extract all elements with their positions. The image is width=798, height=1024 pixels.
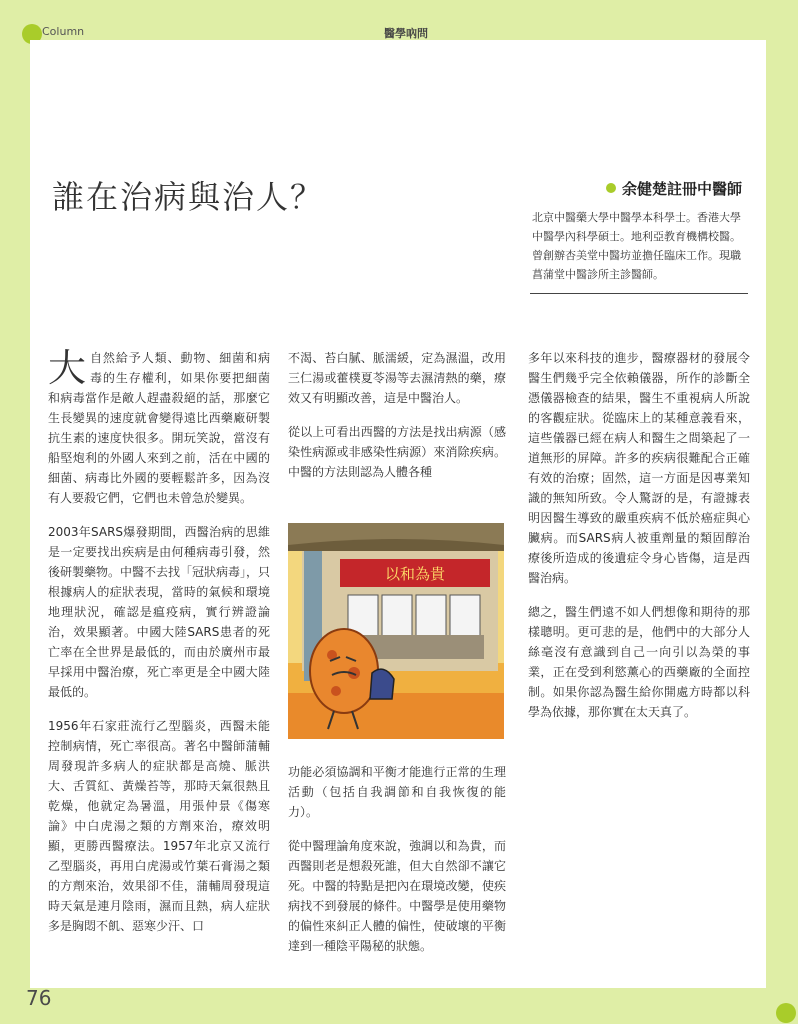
column-label: Column (42, 25, 85, 38)
column-2-bottom (288, 762, 506, 970)
section-label: 醫學吶問 (384, 27, 428, 40)
paragraph-text: 自然給予人類、動物、細菌和病毒的生存權利，如果你要把細菌和病毒當作是敵人趕盡殺絕的話，那麼它生長變異的速度就會變得遠比西藥廠研製抗生素的速度快很多。開玩笑說，當沒有船堅炮利的外國人來到之前，活在中國的細菌、病毒比外國的要輕鬆許多，因為沒有人要殺它們，它們也未曾急於變異。 (48, 351, 270, 505)
article-illustration (288, 523, 504, 739)
bio-divider (530, 293, 748, 294)
decor-dot (776, 1003, 796, 1023)
author-name: 余健楚註冊中醫師 (622, 180, 743, 198)
paragraph: 不渴、苔白膩、脈濡緩，定為濕溫，改用三仁湯或藿樸夏苓湯等去濕清熱的藥，療效又有明顯改善，這是中醫治人。 (288, 351, 506, 405)
paragraph: 從以上可看出西醫的方法是找出病源（感染性病源或非感染性病源）來消除疾病。中醫的方法則認為人體各種 (288, 425, 506, 479)
column-3 (528, 348, 750, 736)
article-title: 誰在治病與治人？ (52, 178, 325, 216)
sign-text: 以和為貴 (384, 565, 446, 583)
drop-cap: 大 (48, 346, 87, 390)
author-bio: 北京中醫藥大學中醫學本科學士。香港大學中醫學內科學碩士。地利亞教育機構校醫。曾創辦杏美堂中醫坊並擔任臨床工作。現職菖蒲堂中醫診所主診醫師。 (532, 211, 741, 281)
paragraph: 從中醫理論角度來說，強調以和為貴，而西醫則老是想殺死誰，但大自然卻不讓它死。中醫的特點是把內在環境改變，使疾病找不到發展的條件。中醫學是使用藥物的偏性來糾正人體的偏性，使破壞的平衡達到一種陰平陽秘的狀態。 (288, 839, 506, 953)
author-bullet-icon (606, 183, 616, 193)
paragraph: 功能必須協調和平衡才能進行正常的生理活動（包括自我調節和自我恢復的能力）。 (288, 765, 506, 819)
page-number: 76 (26, 986, 52, 1010)
paragraph: 1956年石家莊流行乙型腦炎，西醫未能控制病情，死亡率很高。著名中醫師蒲輔周發現許多病人的症狀都是高燒、脈洪大、舌質紅、黃燥苔等，那時天氣很熱且乾燥，他就定為暑溫，用張仲景《傷寒論》中白虎湯之類的方劑來治，療效明顯，更勝西醫療法。1957年北京又流行乙型腦炎，再用白虎湯或竹葉石膏湯之類的方劑來治，效果卻不佳，蒲輔周發現這時天氣是連月陰雨，濕而且熱，病人症狀多是胸悶不飢、惡寒少汗、口 (48, 719, 270, 933)
illustration-svg (288, 523, 504, 739)
column-1 (48, 348, 270, 950)
paragraph: 2003年SARS爆發期間，西醫治病的思維是一定要找出疾病是由何種病毒引發，然後研製藥物。中醫不去找「冠狀病毒」，只根據病人的症狀表現，當時的氣候和環境地理狀況，確認是瘟疫病，實行辨證論治，效果顯著。中國大陸SARS患者的死亡率在全世界是最低的，而由於廣州市最早採用中醫治療，死亡率更是全中國大陸最低的。 (48, 525, 271, 699)
paragraph: 多年以來科技的進步，醫療器材的發展令醫生們幾乎完全依賴儀器，所作的診斷全憑儀器檢查的結果，醫生不重視病人所說的客觀症狀。從臨床上的某種意義看來，這些儀器已經在病人和醫生之間築起了一道無形的屏障。許多的疾病很難配合正確有效的治療；固然，這一方面是因專業知識的無知所致。令人驚訝的是，有證據表明因醫生導致的嚴重疾病不低於癌症與心臟病。而SARS病人被重劑量的類固醇治療後所造成的後遺症令身心皆傷，這是西醫治病。 (528, 351, 750, 585)
column-2-top (288, 348, 506, 496)
paragraph: 總之，醫生們遠不如人們想像和期待的那樣聰明。更可悲的是，他們中的大部分人絲毫沒有意識到自己一向引以為榮的事業，正在受到利慾薰心的西藥廠的全面控制。如果你認為醫生給你開處方時都以科學為依據，那你實在太天真了。 (528, 605, 750, 719)
paragraph (48, 348, 270, 508)
